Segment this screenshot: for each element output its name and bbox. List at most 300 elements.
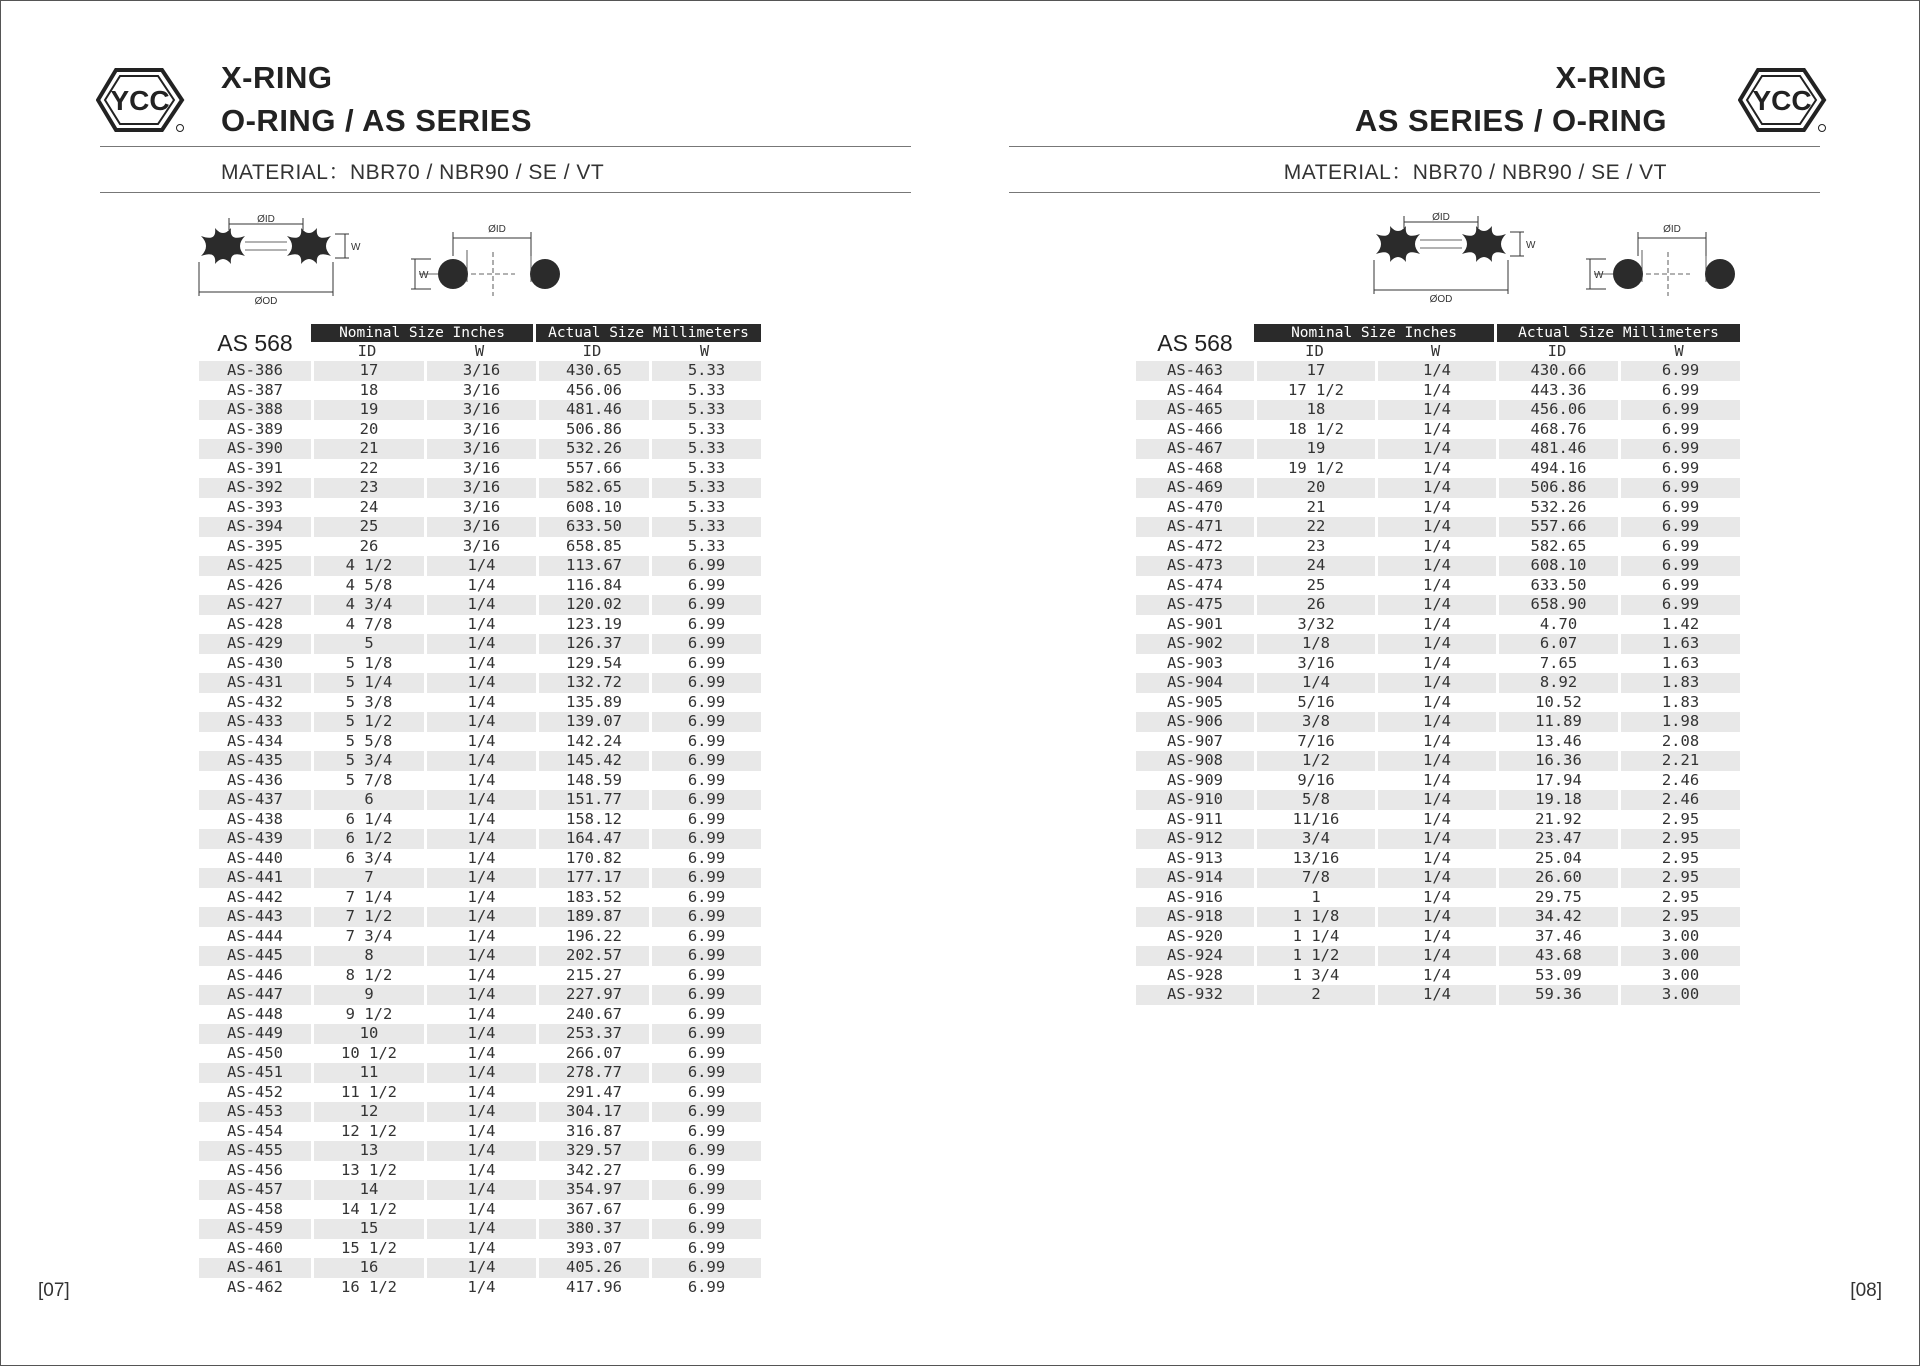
cell-nominal-w: 1/4 — [1375, 498, 1496, 518]
table-row — [1136, 751, 1740, 771]
cell-actual-w: 6.99 — [649, 829, 761, 849]
cell-nominal-w: 1/4 — [1375, 790, 1496, 810]
cell-actual-id: 4.70 — [1496, 615, 1618, 635]
cell-size: AS-453 — [227, 1102, 283, 1120]
cell-nominal-id: 5 — [311, 634, 424, 654]
cell-actual-w: 5.33 — [649, 459, 761, 479]
cell-actual-w: 6.99 — [649, 1005, 761, 1025]
cell-actual-id: 456.06 — [1496, 400, 1618, 420]
cell-size: AS-444 — [227, 926, 283, 945]
col-nominal-w: W — [1430, 342, 1441, 360]
cell-actual-w: 6.99 — [649, 771, 761, 791]
cell-actual-id: 582.65 — [1496, 537, 1618, 557]
cell-size: AS-924 — [1167, 946, 1223, 964]
table-row — [1136, 673, 1740, 693]
cell-nominal-id: 22 — [311, 459, 424, 479]
table-row — [199, 907, 761, 927]
cell-nominal-id: 6 1/4 — [311, 810, 424, 830]
cell-size: AS-461 — [227, 1258, 283, 1276]
cell-actual-w: 6.99 — [1618, 556, 1740, 576]
cell-size: AS-470 — [1167, 497, 1223, 516]
cell-nominal-w: 1/4 — [424, 712, 536, 732]
cell-actual-w: 6.99 — [1618, 478, 1740, 498]
cell-nominal-id: 20 — [1254, 478, 1375, 498]
cell-nominal-id: 17 — [311, 361, 424, 381]
cell-size: AS-452 — [227, 1082, 283, 1101]
cell-actual-w: 2.95 — [1618, 849, 1740, 869]
cell-size: AS-449 — [227, 1024, 283, 1042]
cell-nominal-w: 1/4 — [1375, 849, 1496, 869]
cell-actual-w: 1.98 — [1618, 712, 1740, 732]
cell-nominal-w: 3/16 — [424, 439, 536, 459]
cell-nominal-w: 1/4 — [424, 732, 536, 752]
col-actual-w: W — [1674, 342, 1684, 360]
cell-actual-id: 417.96 — [536, 1278, 649, 1298]
svg-text:ØOD: ØOD — [254, 296, 278, 307]
table-row — [199, 1083, 761, 1103]
cell-nominal-w: 1/4 — [1375, 400, 1496, 420]
cell-size: AS-429 — [227, 634, 283, 652]
cell-actual-id: 126.37 — [536, 634, 649, 654]
cell-actual-w: 5.33 — [649, 498, 761, 518]
cell-actual-w: 6.99 — [1618, 361, 1740, 381]
material-line: MATERIAL：NBR70 / NBR90 / SE / VT — [1283, 161, 1667, 184]
svg-text:W: W — [1594, 270, 1604, 281]
cell-nominal-w: 1/4 — [1375, 459, 1496, 479]
cell-actual-w: 6.99 — [649, 1122, 761, 1142]
cell-size: AS-430 — [227, 653, 283, 672]
cell-nominal-id: 3/16 — [1254, 654, 1375, 674]
cell-size: AS-463 — [1167, 361, 1223, 379]
cell-size: AS-918 — [1167, 907, 1223, 925]
cell-nominal-w: 1/4 — [424, 615, 536, 635]
cell-nominal-id: 5 1/8 — [311, 654, 424, 674]
cell-nominal-id: 5 3/4 — [311, 751, 424, 771]
table-row — [199, 732, 761, 752]
cell-nominal-w: 1/4 — [1375, 361, 1496, 381]
table-row — [1136, 634, 1740, 654]
cell-nominal-w: 1/4 — [1375, 576, 1496, 596]
cell-nominal-id: 18 1/2 — [1254, 420, 1375, 440]
cell-actual-w: 2.95 — [1618, 868, 1740, 888]
cell-size: AS-457 — [227, 1180, 283, 1198]
cell-actual-w: 2.46 — [1618, 790, 1740, 810]
cell-nominal-id: 5 7/8 — [311, 771, 424, 791]
table-row — [199, 771, 761, 791]
cell-size: AS-388 — [227, 400, 283, 418]
cell-actual-id: 468.76 — [1496, 420, 1618, 440]
table-row — [1136, 556, 1740, 576]
cell-size: AS-443 — [227, 907, 283, 925]
cell-nominal-id: 15 1/2 — [311, 1239, 424, 1259]
cell-size: AS-441 — [227, 868, 283, 886]
cell-nominal-id: 4 3/4 — [311, 595, 424, 615]
cell-nominal-id: 16 — [311, 1258, 424, 1278]
cell-actual-id: 481.46 — [536, 400, 649, 420]
cell-actual-id: 532.26 — [536, 439, 649, 459]
table-row — [1136, 829, 1740, 849]
ycc-logo — [1738, 66, 1830, 138]
cell-nominal-w: 1/4 — [424, 888, 536, 908]
cell-nominal-w: 1/4 — [424, 1122, 536, 1142]
cell-nominal-w: 3/16 — [424, 517, 536, 537]
cell-actual-id: 215.27 — [536, 966, 649, 986]
cell-nominal-id: 5 3/8 — [311, 693, 424, 713]
o-ring-profile-icon — [1586, 224, 1735, 296]
logo-text: YCC — [110, 85, 170, 116]
cell-nominal-w: 1/4 — [1375, 615, 1496, 635]
cell-nominal-w: 1/4 — [1375, 556, 1496, 576]
cell-size: AS-386 — [227, 361, 283, 379]
cell-size: AS-391 — [227, 458, 283, 477]
col-nominal-w: W — [474, 342, 485, 360]
cell-size: AS-907 — [1167, 731, 1223, 750]
cell-actual-id: 7.65 — [1496, 654, 1618, 674]
cell-nominal-id: 3/32 — [1254, 615, 1375, 635]
cell-actual-w: 2.95 — [1618, 829, 1740, 849]
cell-nominal-w: 1/4 — [424, 1161, 536, 1181]
cell-nominal-id: 2 — [1254, 985, 1375, 1005]
cell-nominal-w: 1/4 — [1375, 888, 1496, 908]
cell-actual-w: 6.99 — [649, 595, 761, 615]
cell-nominal-id: 16 1/2 — [311, 1278, 424, 1298]
cell-actual-id: 17.94 — [1496, 771, 1618, 791]
cell-nominal-id: 24 — [1254, 556, 1375, 576]
table-row — [199, 381, 761, 401]
cell-nominal-id: 5/16 — [1254, 693, 1375, 713]
page-title — [1355, 56, 1667, 142]
cell-nominal-w: 1/4 — [1375, 985, 1496, 1005]
cell-nominal-w: 1/4 — [424, 966, 536, 986]
cell-nominal-id: 7/8 — [1254, 868, 1375, 888]
cell-nominal-id: 19 — [1254, 439, 1375, 459]
table-row — [199, 829, 761, 849]
table-row — [199, 966, 761, 986]
material-line: MATERIAL：NBR70 / NBR90 / SE / VT — [221, 161, 605, 184]
cell-nominal-w: 3/16 — [424, 478, 536, 498]
cell-actual-w: 6.99 — [649, 634, 761, 654]
cell-actual-w: 1.63 — [1618, 654, 1740, 674]
cell-actual-w: 6.99 — [649, 1161, 761, 1181]
table-row — [199, 1005, 761, 1025]
cell-actual-w: 6.99 — [649, 849, 761, 869]
cell-actual-id: 21.92 — [1496, 810, 1618, 830]
cell-actual-id: 113.67 — [536, 556, 649, 576]
cell-size: AS-465 — [1167, 400, 1223, 418]
cell-nominal-id: 26 — [311, 537, 424, 557]
cell-size: AS-432 — [227, 692, 283, 711]
cell-actual-id: 456.06 — [536, 381, 649, 401]
cell-nominal-id: 1 1/4 — [1254, 927, 1375, 947]
table-row — [1136, 381, 1740, 401]
cell-size: AS-389 — [227, 419, 283, 438]
cell-nominal-w: 1/4 — [1375, 537, 1496, 557]
table-row — [1136, 517, 1740, 537]
table-row — [1136, 400, 1740, 420]
table-row — [199, 595, 761, 615]
right-page — [960, 0, 1920, 1366]
cell-nominal-id: 25 — [311, 517, 424, 537]
cell-actual-id: 557.66 — [536, 459, 649, 479]
svg-text:ØID: ØID — [488, 224, 506, 235]
col-actual-id: ID — [582, 342, 602, 360]
cell-actual-w: 6.99 — [649, 810, 761, 830]
cell-nominal-id: 13 1/2 — [311, 1161, 424, 1181]
cell-nominal-id: 6 — [311, 790, 424, 810]
cell-size: AS-445 — [227, 946, 283, 964]
cell-size: AS-916 — [1167, 887, 1223, 906]
cell-nominal-w: 1/4 — [1375, 751, 1496, 771]
table-row — [1136, 712, 1740, 732]
cell-nominal-id: 14 — [311, 1180, 424, 1200]
table-row — [1136, 693, 1740, 713]
cell-actual-id: 430.65 — [536, 361, 649, 381]
table-row — [1136, 595, 1740, 615]
cell-size: AS-451 — [227, 1063, 283, 1081]
cross-section-diagram — [1370, 210, 1750, 315]
cell-nominal-id: 11 — [311, 1063, 424, 1083]
cell-nominal-id: 21 — [1254, 498, 1375, 518]
cell-size: AS-395 — [227, 536, 283, 555]
cell-nominal-w: 1/4 — [1375, 946, 1496, 966]
cell-actual-id: 37.46 — [1496, 927, 1618, 947]
cell-nominal-w: 1/4 — [424, 810, 536, 830]
cell-actual-id: 240.67 — [536, 1005, 649, 1025]
cell-actual-w: 5.33 — [649, 381, 761, 401]
cell-size: AS-387 — [227, 380, 283, 399]
cell-nominal-id: 5 1/4 — [311, 673, 424, 693]
cell-nominal-w: 1/4 — [424, 1102, 536, 1122]
cell-size: AS-446 — [227, 965, 283, 984]
page-number: [08] — [1850, 1280, 1882, 1301]
cell-actual-w: 6.99 — [649, 654, 761, 674]
cell-nominal-w: 1/4 — [424, 1141, 536, 1161]
cell-size: AS-393 — [227, 497, 283, 516]
cell-size: AS-440 — [227, 848, 283, 867]
cell-size: AS-427 — [227, 595, 283, 613]
cell-size: AS-474 — [1167, 575, 1223, 594]
cell-actual-id: 148.59 — [536, 771, 649, 791]
cell-actual-w: 2.95 — [1618, 907, 1740, 927]
cell-actual-w: 6.99 — [649, 576, 761, 596]
table-row — [199, 1102, 761, 1122]
cell-actual-w: 6.99 — [649, 966, 761, 986]
cell-actual-w: 6.99 — [649, 1083, 761, 1103]
cell-nominal-w: 3/16 — [424, 537, 536, 557]
cell-actual-id: 266.07 — [536, 1044, 649, 1064]
table-row — [199, 1161, 761, 1181]
cell-nominal-w: 3/16 — [424, 381, 536, 401]
cell-actual-w: 5.33 — [649, 420, 761, 440]
ycc-logo-icon — [1738, 66, 1830, 138]
cell-size: AS-464 — [1167, 380, 1223, 399]
cross-section-diagram — [195, 212, 575, 317]
col-actual-w: W — [699, 342, 710, 360]
cell-actual-w: 6.99 — [649, 790, 761, 810]
cell-nominal-id: 7/16 — [1254, 732, 1375, 752]
cell-actual-w: 5.33 — [649, 400, 761, 420]
table-row — [1136, 810, 1740, 830]
ycc-logo-icon — [96, 66, 188, 138]
table-row — [199, 517, 761, 537]
cell-actual-id: 120.02 — [536, 595, 649, 615]
cell-actual-w: 1.83 — [1618, 673, 1740, 693]
cell-nominal-id: 9 — [311, 985, 424, 1005]
cell-actual-id: 23.47 — [1496, 829, 1618, 849]
cell-size: AS-468 — [1167, 458, 1223, 477]
table-row — [199, 615, 761, 635]
cell-nominal-id: 6 1/2 — [311, 829, 424, 849]
table-row — [199, 849, 761, 869]
cell-actual-id: 26.60 — [1496, 868, 1618, 888]
table-row — [199, 712, 761, 732]
cell-actual-id: 557.66 — [1496, 517, 1618, 537]
cell-actual-w: 1.63 — [1618, 634, 1740, 654]
table-row — [199, 400, 761, 420]
cell-actual-w: 5.33 — [649, 361, 761, 381]
cell-nominal-id: 1 1/8 — [1254, 907, 1375, 927]
cell-size: AS-904 — [1167, 673, 1223, 691]
table-label: AS 568 — [217, 330, 293, 356]
cell-nominal-w: 1/4 — [424, 1258, 536, 1278]
cell-nominal-w: 1/4 — [424, 1024, 536, 1044]
cell-nominal-w: 1/4 — [424, 927, 536, 947]
cell-nominal-w: 1/4 — [1375, 712, 1496, 732]
table-row — [199, 361, 761, 381]
cell-size: AS-390 — [227, 439, 283, 457]
cell-actual-w: 6.99 — [649, 1219, 761, 1239]
cell-nominal-id: 10 1/2 — [311, 1044, 424, 1064]
cell-size: AS-920 — [1167, 926, 1223, 945]
table-row — [1136, 946, 1740, 966]
cell-actual-w: 6.99 — [649, 615, 761, 635]
cell-actual-id: 29.75 — [1496, 888, 1618, 908]
cell-actual-w: 6.99 — [649, 927, 761, 947]
table-row — [199, 478, 761, 498]
table-row — [1136, 459, 1740, 479]
cell-size: AS-913 — [1167, 848, 1223, 867]
cell-actual-w: 2.08 — [1618, 732, 1740, 752]
cell-actual-w: 6.99 — [1618, 498, 1740, 518]
table-row — [199, 673, 761, 693]
cell-nominal-w: 1/4 — [1375, 810, 1496, 830]
cell-actual-w: 6.99 — [1618, 595, 1740, 615]
cell-actual-id: 316.87 — [536, 1122, 649, 1142]
cell-size: AS-905 — [1167, 692, 1223, 711]
cell-actual-w: 6.99 — [649, 556, 761, 576]
cell-nominal-w: 1/4 — [424, 1278, 536, 1298]
cell-actual-id: 253.37 — [536, 1024, 649, 1044]
cell-nominal-id: 25 — [1254, 576, 1375, 596]
cell-nominal-id: 15 — [311, 1219, 424, 1239]
cell-actual-id: 43.68 — [1496, 946, 1618, 966]
cell-nominal-w: 3/16 — [424, 420, 536, 440]
cell-nominal-w: 1/4 — [1375, 771, 1496, 791]
cell-nominal-w: 1/4 — [1375, 420, 1496, 440]
cell-actual-w: 5.33 — [649, 439, 761, 459]
table-row — [199, 1219, 761, 1239]
cell-actual-w: 6.99 — [649, 907, 761, 927]
cell-actual-id: 59.36 — [1496, 985, 1618, 1005]
logo-text: YCC — [1752, 85, 1812, 116]
cell-actual-w: 6.99 — [649, 1239, 761, 1259]
cell-actual-w: 3.00 — [1618, 966, 1740, 986]
cell-nominal-id: 23 — [1254, 537, 1375, 557]
cell-nominal-id: 4 7/8 — [311, 615, 424, 635]
table-row — [1136, 888, 1740, 908]
cell-nominal-w: 1/4 — [424, 1219, 536, 1239]
cell-size: AS-456 — [227, 1160, 283, 1179]
cell-size: AS-455 — [227, 1141, 283, 1159]
cell-nominal-id: 1 1/2 — [1254, 946, 1375, 966]
cell-actual-id: 13.46 — [1496, 732, 1618, 752]
cell-actual-id: 443.36 — [1496, 381, 1618, 401]
table-row — [199, 1122, 761, 1142]
cell-actual-w: 6.99 — [1618, 381, 1740, 401]
cell-nominal-w: 1/4 — [1375, 732, 1496, 752]
cell-actual-w: 6.99 — [649, 985, 761, 1005]
cell-nominal-id: 3/8 — [1254, 712, 1375, 732]
cell-nominal-w: 1/4 — [424, 1180, 536, 1200]
table-label: AS 568 — [1157, 330, 1233, 356]
table-row — [1136, 478, 1740, 498]
col-nominal-id: ID — [357, 342, 377, 360]
cell-size: AS-902 — [1167, 634, 1223, 652]
divider — [100, 146, 911, 147]
sub-header — [311, 343, 761, 360]
cell-actual-id: 342.27 — [536, 1161, 649, 1181]
cell-actual-id: 291.47 — [536, 1083, 649, 1103]
cell-nominal-id: 23 — [311, 478, 424, 498]
cell-actual-id: 6.07 — [1496, 634, 1618, 654]
cell-nominal-w: 1/4 — [424, 1063, 536, 1083]
cell-nominal-w: 1/4 — [1375, 693, 1496, 713]
cell-actual-w: 6.99 — [1618, 459, 1740, 479]
title-line-1: X-RING — [221, 60, 333, 95]
cell-size: AS-459 — [227, 1219, 283, 1237]
cell-actual-w: 6.99 — [649, 1024, 761, 1044]
cell-size: AS-454 — [227, 1121, 283, 1140]
cell-size: AS-450 — [227, 1043, 283, 1062]
cell-nominal-id: 21 — [311, 439, 424, 459]
cell-nominal-w: 1/4 — [1375, 673, 1496, 693]
cell-nominal-w: 1/4 — [424, 868, 536, 888]
svg-text:ØID: ØID — [1663, 224, 1681, 235]
cell-nominal-w: 1/4 — [424, 790, 536, 810]
cell-actual-w: 6.99 — [649, 868, 761, 888]
cell-actual-id: 532.26 — [1496, 498, 1618, 518]
cell-nominal-id: 1/2 — [1254, 751, 1375, 771]
table-row — [1136, 654, 1740, 674]
cell-actual-id: 16.36 — [1496, 751, 1618, 771]
cell-nominal-w: 3/16 — [424, 361, 536, 381]
title-line-2: O-RING / AS SERIES — [221, 103, 533, 138]
cell-nominal-id: 7 — [311, 868, 424, 888]
sub-header — [1254, 343, 1740, 360]
cell-actual-id: 8.92 — [1496, 673, 1618, 693]
table-row — [1136, 966, 1740, 986]
cell-nominal-id: 7 1/2 — [311, 907, 424, 927]
cell-nominal-w: 1/4 — [1375, 517, 1496, 537]
x-ring-profile-icon — [199, 214, 361, 307]
cell-nominal-w: 1/4 — [424, 595, 536, 615]
cell-actual-w: 6.99 — [649, 888, 761, 908]
cell-nominal-w: 1/4 — [1375, 966, 1496, 986]
cell-actual-w: 6.99 — [1618, 537, 1740, 557]
cell-actual-w: 6.99 — [1618, 400, 1740, 420]
table-row — [199, 1278, 761, 1298]
svg-text:ØID: ØID — [1432, 212, 1450, 223]
